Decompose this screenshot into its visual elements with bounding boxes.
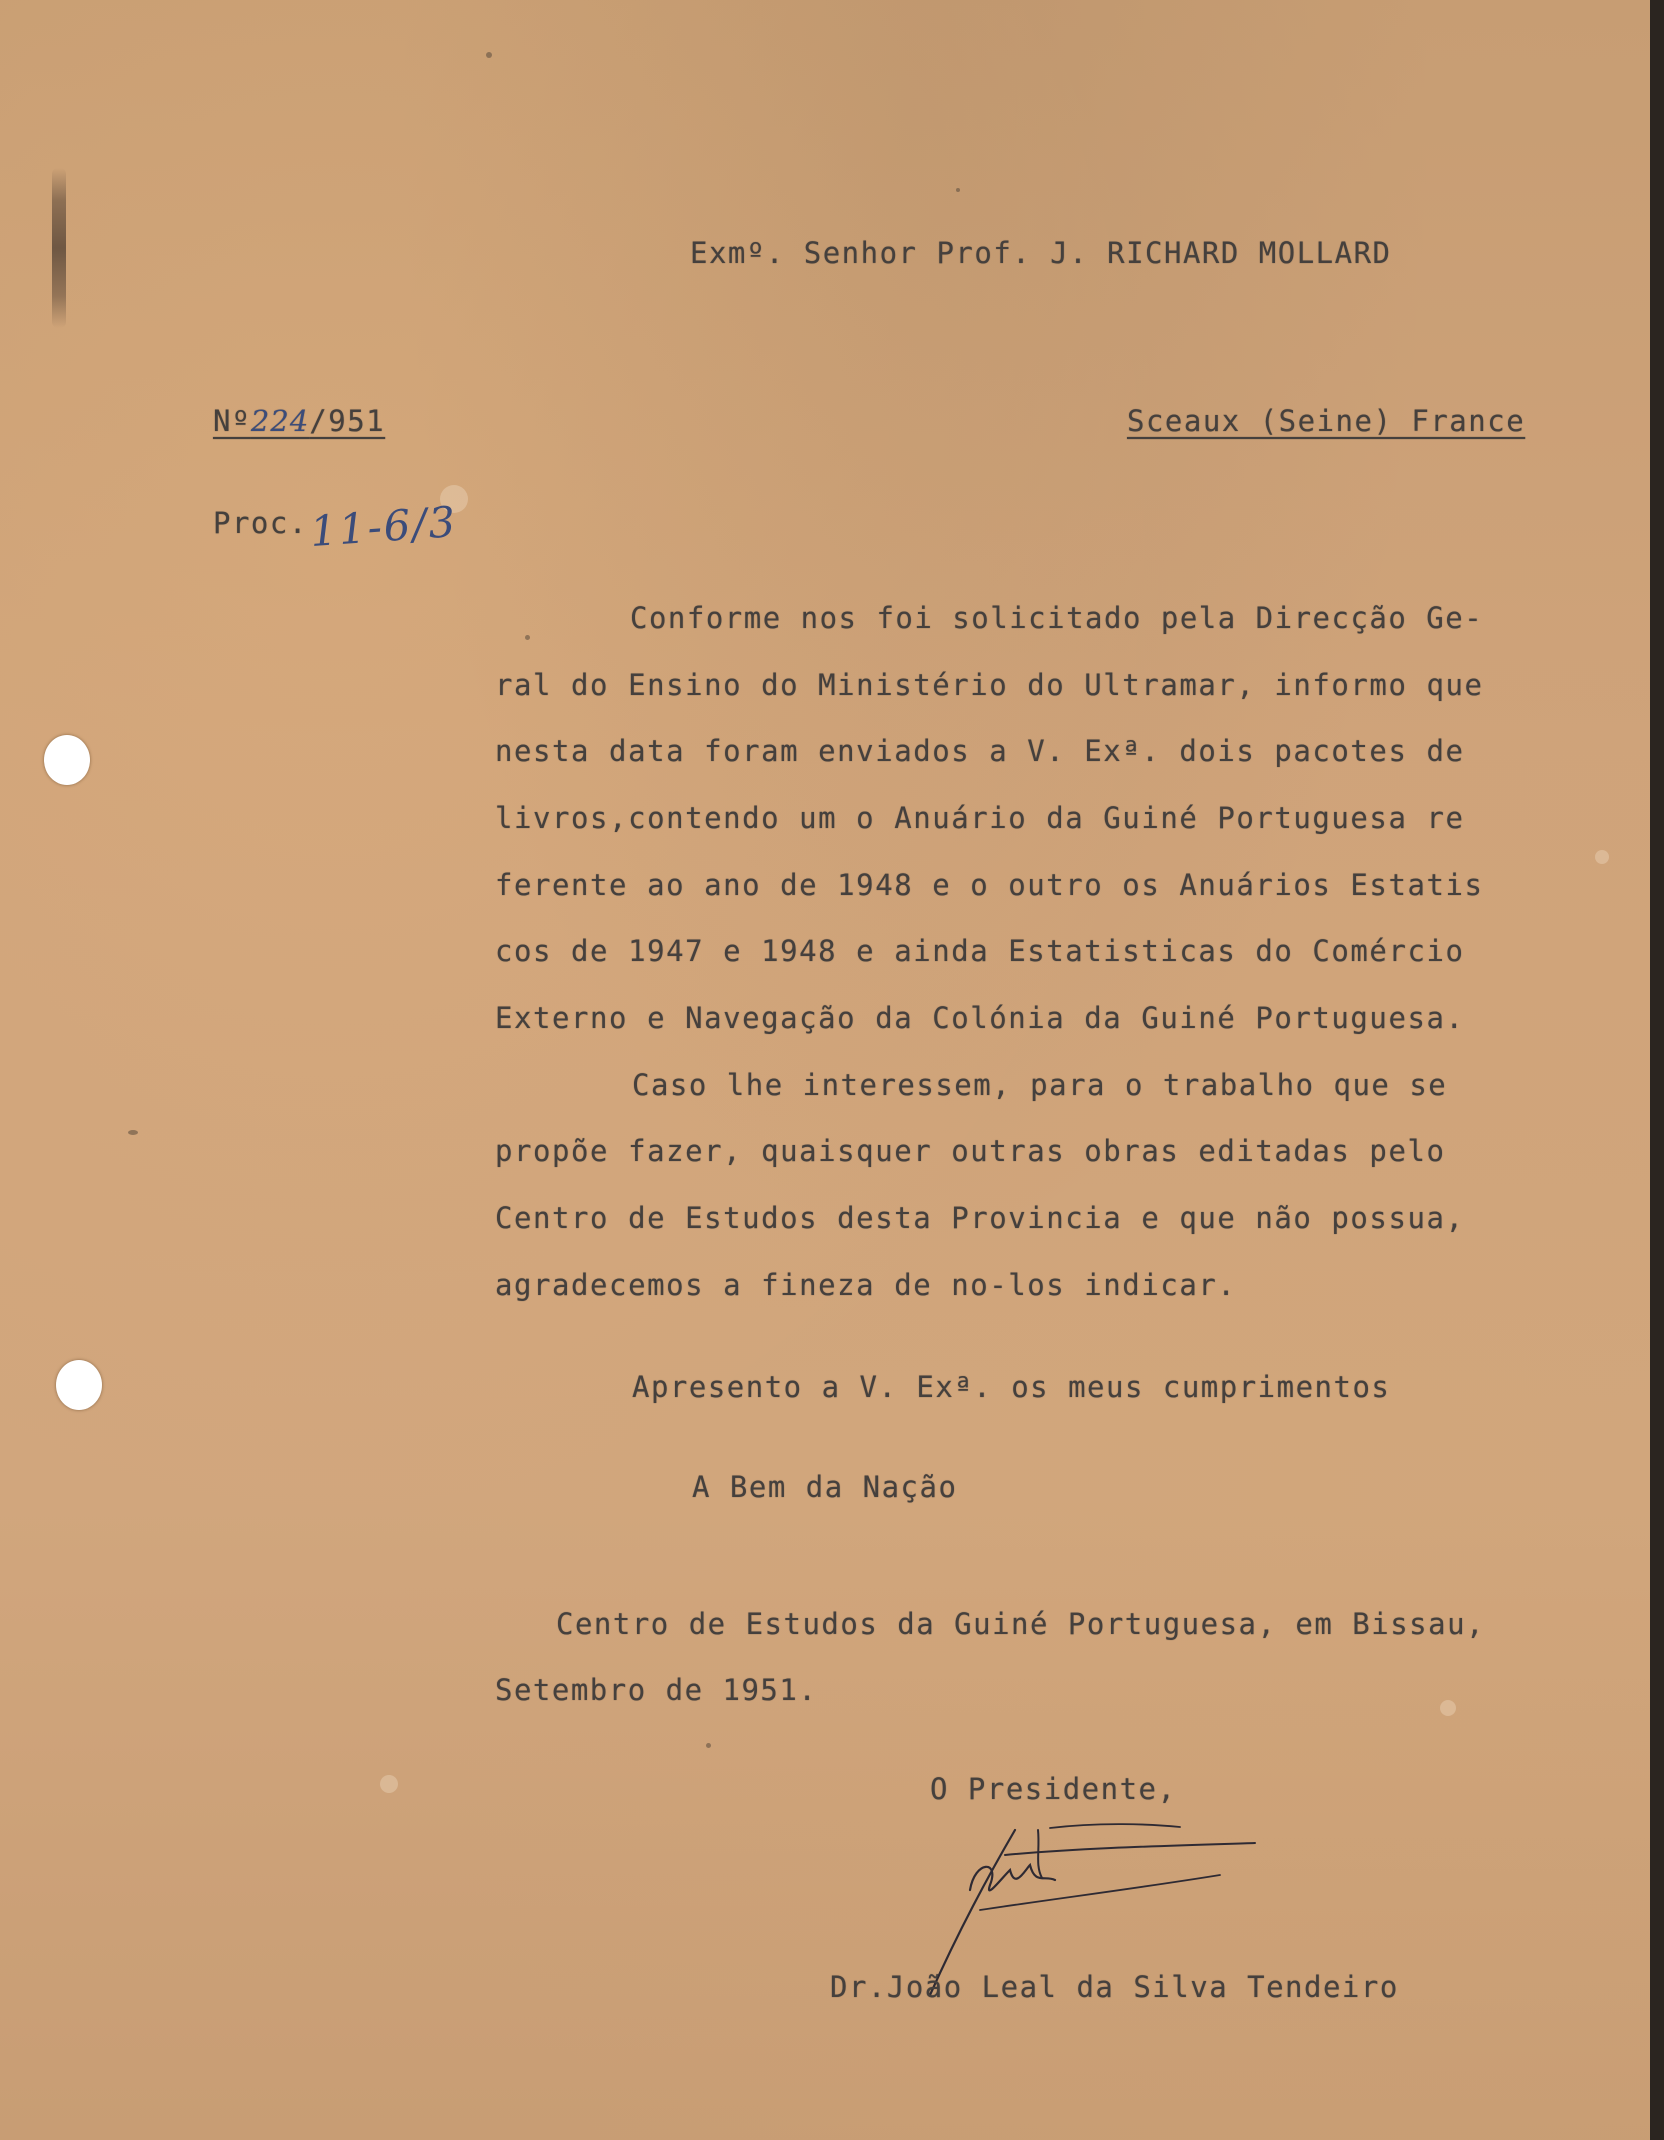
signer-name: Dr.João Leal da Silva Tendeiro (830, 1970, 1399, 2004)
body-line: ral do Ensino do Ministério do Ultramar, informo que (495, 668, 1484, 702)
paper-speck (1595, 850, 1609, 864)
reference-suffix: /951 (309, 404, 386, 438)
paper-speck (128, 1130, 138, 1135)
place-line: Centro de Estudos da Guiné Portuguesa, em Bissau, (556, 1607, 1486, 1641)
body-line: cos de 1947 e 1948 e ainda Estatisticas do Comércio (495, 934, 1465, 968)
body-line: Externo e Navegação da Colónia da Guiné Portuguesa. (495, 1001, 1465, 1035)
paper-speck (706, 1743, 711, 1748)
paper-speck (486, 52, 492, 58)
paper-speck (1440, 1700, 1456, 1716)
body-line: Centro de Estudos desta Provincia e que não possua, (495, 1201, 1465, 1235)
staple-mark (52, 168, 66, 328)
body-line: agradecemos a fineza de no-los indicar. (495, 1268, 1237, 1302)
reference-number-handwritten: 224 (250, 404, 310, 438)
punch-hole-upper (44, 735, 90, 785)
proc-number-handwritten: 11-6/3 (308, 496, 459, 557)
proc-label: Proc. (213, 506, 308, 540)
date-line: Setembro de 1951. (495, 1673, 818, 1707)
reference-number (213, 404, 385, 438)
body-line: ferente ao ano de 1948 e o outro os Anuários Estatis (495, 868, 1484, 902)
signer-title: O Presidente, (930, 1772, 1177, 1806)
motto-line: A Bem da Nação (692, 1470, 958, 1504)
body-line: nesta data foram enviados a V. Exª. dois pacotes de (495, 734, 1465, 768)
body-line: livros,contendo um o Anuário da Guiné Portuguesa re (495, 801, 1465, 835)
paper-speck (956, 188, 960, 192)
destination-line: Sceaux (Seine) France (1127, 404, 1526, 438)
punch-hole-lower (56, 1360, 102, 1410)
paper-speck (380, 1775, 398, 1793)
scan-edge-shadow (1650, 0, 1664, 2140)
body-line: Conforme nos foi solicitado pela Direcção Ge- (630, 601, 1484, 635)
paper-speck (525, 635, 530, 640)
greeting-line: Apresento a V. Exª. os meus cumprimentos (632, 1370, 1391, 1404)
body-line: Caso lhe interessem, para o trabalho que se (632, 1068, 1448, 1102)
addressee-line: Exmº. Senhor Prof. J. RICHARD MOLLARD (690, 236, 1392, 270)
body-line: propõe fazer, quaisquer outras obras editadas pelo (495, 1134, 1446, 1168)
reference-prefix: Nº (213, 404, 251, 438)
